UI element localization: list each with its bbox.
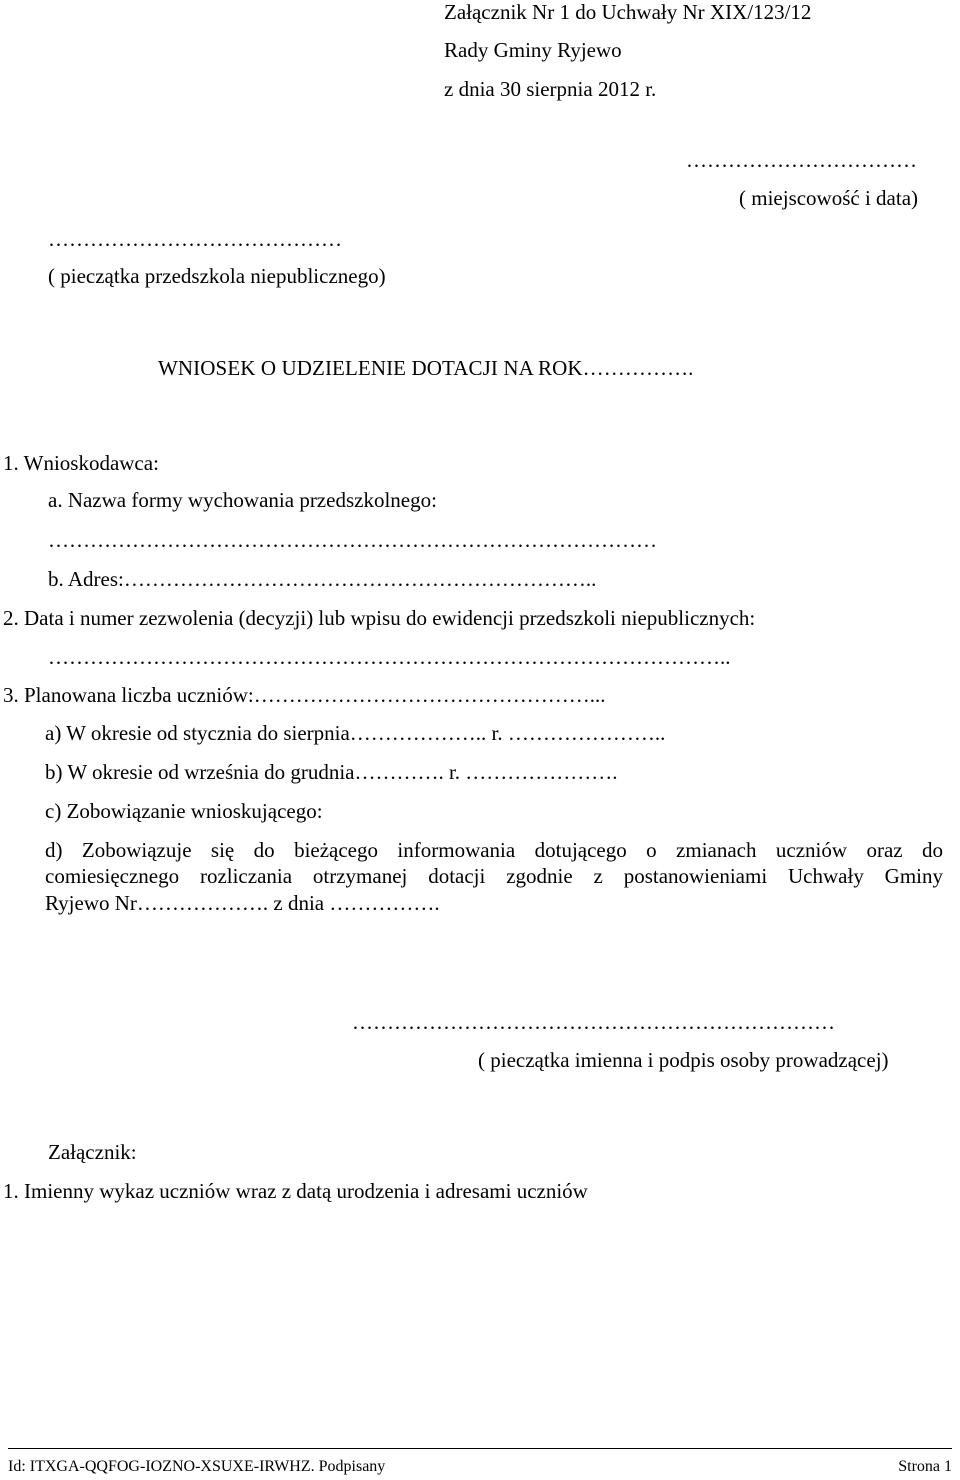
footer-id: Id: ITXGA-QQFOG-IOZNO-XSUXE-IRWHZ. Podpisany xyxy=(8,1458,386,1475)
signature-dots: …………………………………………………………… xyxy=(352,1010,835,1034)
header-attachment-line: Załącznik Nr 1 do Uchwały Nr XIX/123/12 xyxy=(444,0,812,24)
address-label: b. Adres:………………………………………………………….. xyxy=(48,567,597,591)
obligation-text-line-1: d) Zobowiązuje się do bieżącego informowania dotującego o zmianach uczniów oraz do xyxy=(45,838,943,862)
obligation-text-line-3: Ryjewo Nr………………. z dnia ……………. xyxy=(45,891,440,915)
header-council-line: Rady Gminy Ryjewo xyxy=(444,38,622,62)
section1-heading: 1. Wnioskodawca: xyxy=(3,451,159,475)
stamp-caption: ( pieczątka przedszkola niepublicznego) xyxy=(48,264,386,288)
name-dots: …………………………………………………………………………… xyxy=(48,528,657,552)
place-date-caption: ( miejscowość i data) xyxy=(739,186,919,210)
section2-dots: …………………………………………………………………………………….. xyxy=(48,645,731,669)
footer-rule xyxy=(8,1448,952,1449)
footer-page-number: Strona 1 xyxy=(898,1458,952,1475)
section3-heading: 3. Planowana liczba uczniów:…………………………………………... xyxy=(3,683,606,707)
page-title: WNIOSEK O UDZIELENIE DOTACJI NA ROK……………. xyxy=(158,356,694,380)
attachment-heading: Załącznik: xyxy=(48,1140,137,1164)
period-a-line: a) W okresie od stycznia do sierpnia……………….. r. ………………….. xyxy=(45,721,666,745)
obligation-label: c) Zobowiązanie wnioskującego: xyxy=(45,799,323,823)
place-date-dots: …………………………… xyxy=(686,148,917,172)
period-b-line: b) W okresie od września do grudnia…………. r. …………………. xyxy=(45,760,618,784)
attachment-item: 1. Imienny wykaz uczniów wraz z datą urodzenia i adresami uczniów xyxy=(3,1179,588,1203)
section2-heading: 2. Data i numer zezwolenia (decyzji) lub wpisu do ewidencji przedszkoli niepublicznych: xyxy=(3,606,756,630)
name-label: a. Nazwa formy wychowania przedszkolnego: xyxy=(48,488,437,512)
obligation-text-line-2: comiesięcznego rozliczania otrzymanej dotacji zgodnie z postanowieniami Uchwały Gminy xyxy=(45,864,943,888)
signature-caption: ( pieczątka imienna i podpis osoby prowadzącej) xyxy=(478,1048,889,1072)
header-date-line: z dnia 30 sierpnia 2012 r. xyxy=(444,77,657,101)
stamp-dots: …………………………………… xyxy=(48,227,342,251)
